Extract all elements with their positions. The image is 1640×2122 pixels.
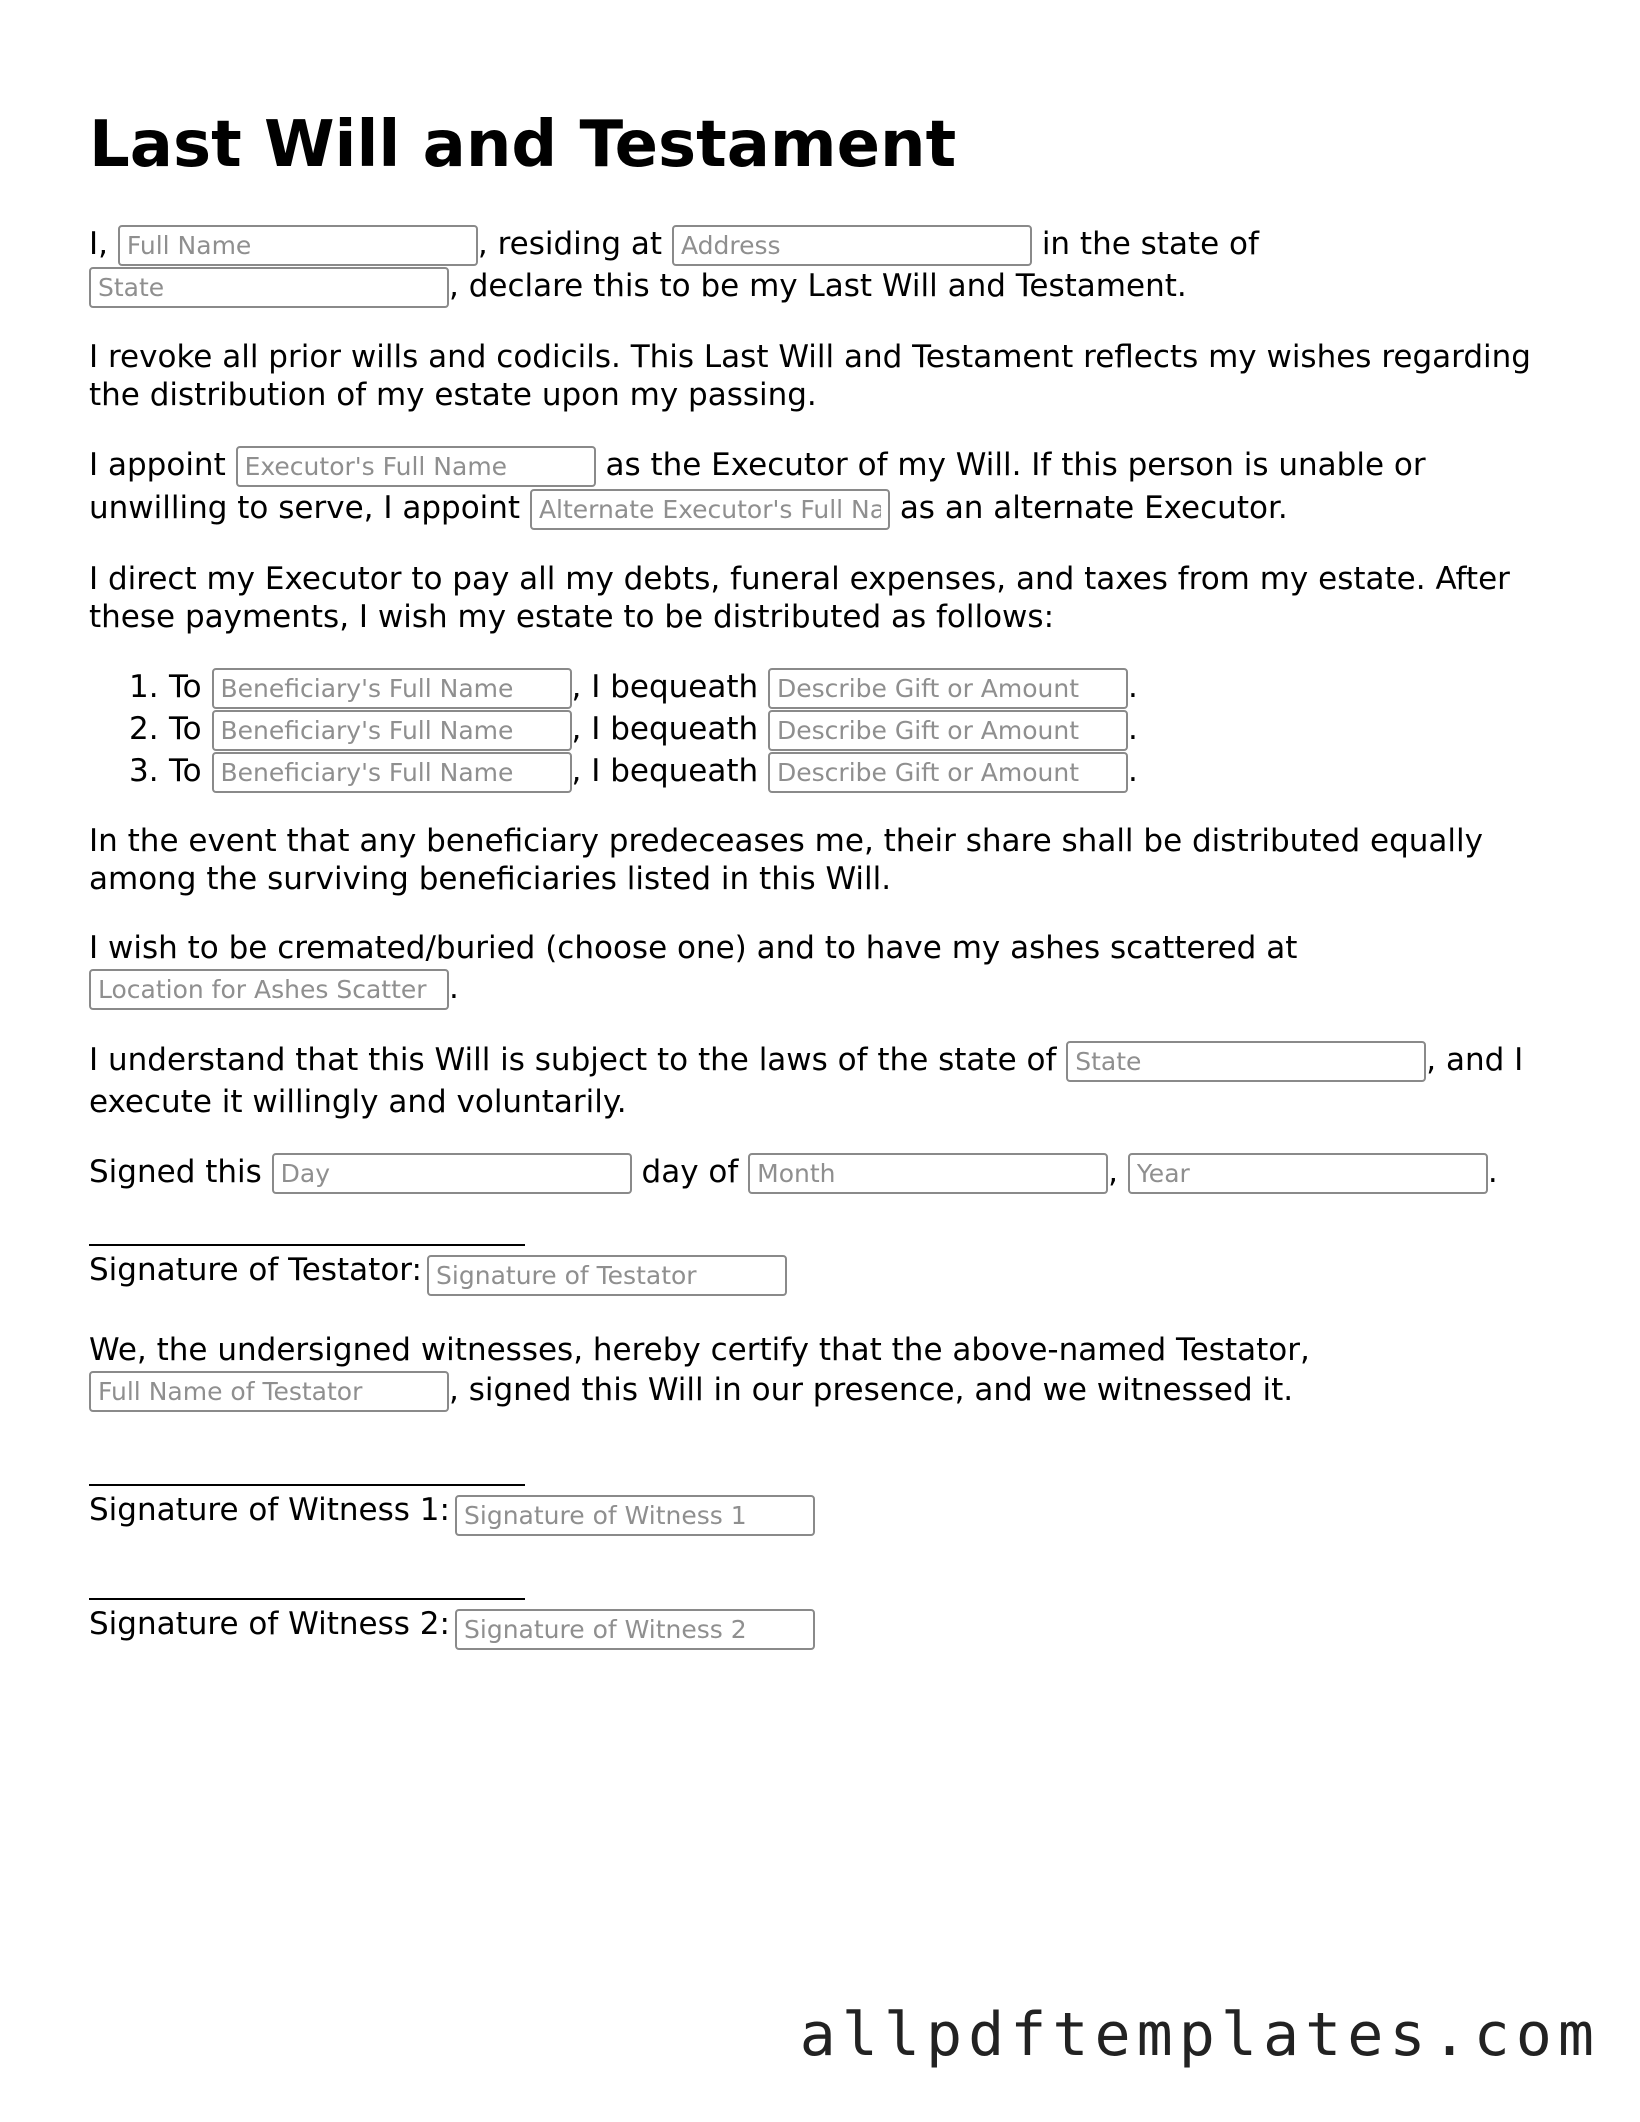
beneficiary-number: 3.: [129, 753, 159, 790]
alternate-executor-input[interactable]: [530, 489, 890, 530]
witness1-signature-input[interactable]: [455, 1495, 815, 1536]
signature-line: [89, 1244, 525, 1246]
beneficiary-name-input[interactable]: [212, 710, 572, 751]
to-label: To: [169, 711, 202, 748]
intro-text-2: , residing at: [477, 226, 663, 263]
day-input[interactable]: [272, 1153, 632, 1194]
witness2-signature-label: Signature of Witness 2:: [89, 1606, 450, 1643]
list-item: [89, 708, 1569, 750]
cremation-paragraph: [89, 928, 1569, 1010]
debts-paragraph: I direct my Executor to pay all my debts, funeral expenses, and taxes from my estate. After these payments, I wish my estate to be distributed as follows:: [89, 561, 1510, 636]
signed-text-1: Signed this: [89, 1154, 262, 1191]
to-label: To: [169, 669, 202, 706]
period: .: [1487, 1154, 1498, 1191]
signed-text-2: day of: [641, 1154, 739, 1191]
executor-paragraph: [89, 444, 1569, 530]
laws-paragraph: [89, 1040, 1569, 1122]
testator-signature-block: [89, 1244, 1569, 1296]
signed-date-paragraph: [89, 1152, 1569, 1194]
testator-signature-input[interactable]: [427, 1255, 787, 1296]
watermark-text: allpdftemplates.com: [799, 2000, 1600, 2070]
witness1-signature-block: [89, 1484, 1569, 1536]
cremation-text: I wish to be cremated/buried (choose one) and to have my ashes scattered at: [89, 930, 1298, 967]
witness2-signature-block: [89, 1598, 1569, 1650]
executor-text-2: as the Executor of my Will. If this person is unable or unwilling to serve, I appoint: [89, 447, 1426, 527]
executor-text-1: I appoint: [89, 447, 226, 484]
executor-text-3: as an alternate Executor.: [899, 490, 1288, 527]
list-item: [89, 750, 1569, 792]
beneficiary-name-input[interactable]: [212, 668, 572, 709]
intro-text-4: , declare this to be my Last Will and Testament.: [449, 268, 1187, 305]
period: .: [1128, 753, 1138, 790]
period: .: [449, 970, 459, 1007]
testator-signature-label: Signature of Testator:: [89, 1252, 422, 1289]
laws-text-1: I understand that this Will is subject to the laws of the state of: [89, 1042, 1057, 1079]
bequeath-label: , I bequeath: [571, 711, 759, 748]
month-input[interactable]: [748, 1153, 1108, 1194]
testator-full-name-input[interactable]: [89, 1371, 449, 1412]
witness1-signature-label: Signature of Witness 1:: [89, 1492, 450, 1529]
list-item: [89, 666, 1569, 708]
gift-input[interactable]: [768, 752, 1128, 793]
ashes-location-input[interactable]: [89, 969, 449, 1010]
witness2-signature-input[interactable]: [455, 1609, 815, 1650]
document-page: [89, 110, 1569, 1680]
witness-cert-text-1: We, the undersigned witnesses, hereby certify that the above-named Testator,: [89, 1332, 1310, 1369]
beneficiary-list: [89, 666, 1569, 792]
comma: ,: [1108, 1154, 1118, 1191]
intro-text-3: in the state of: [1041, 226, 1259, 263]
state-input[interactable]: [89, 267, 449, 308]
beneficiary-name-input[interactable]: [212, 752, 572, 793]
full-name-input[interactable]: [118, 225, 478, 266]
address-input[interactable]: [672, 225, 1032, 266]
witness-certification-paragraph: [89, 1330, 1569, 1412]
signature-line: [89, 1484, 525, 1486]
intro-paragraph: [89, 224, 1569, 308]
witness-cert-text-2: , signed this Will in our presence, and we witnessed it.: [449, 1372, 1294, 1409]
intro-text-1: I,: [89, 226, 108, 263]
gift-input[interactable]: [768, 710, 1128, 751]
period: .: [1128, 711, 1138, 748]
period: .: [1128, 669, 1138, 706]
executor-name-input[interactable]: [236, 446, 596, 487]
beneficiary-number: 1.: [129, 669, 159, 706]
to-label: To: [169, 753, 202, 790]
document-title: Last Will and Testament: [89, 108, 957, 182]
bequeath-label: , I bequeath: [571, 753, 759, 790]
governing-state-input[interactable]: [1066, 1041, 1426, 1082]
bequeath-label: , I bequeath: [571, 669, 759, 706]
predecease-paragraph: In the event that any beneficiary predeceases me, their share shall be distributed equally among the surviving beneficiaries listed in this Will.: [89, 823, 1484, 898]
year-input[interactable]: [1128, 1153, 1488, 1194]
revoke-paragraph: I revoke all prior wills and codicils. This Last Will and Testament reflects my wishes regarding the distribution of my estate upon my passing.: [89, 339, 1531, 414]
gift-input[interactable]: [768, 668, 1128, 709]
signature-line: [89, 1598, 525, 1600]
laws-text-2: , and I execute it willingly and voluntarily.: [89, 1042, 1524, 1121]
beneficiary-number: 2.: [129, 711, 159, 748]
